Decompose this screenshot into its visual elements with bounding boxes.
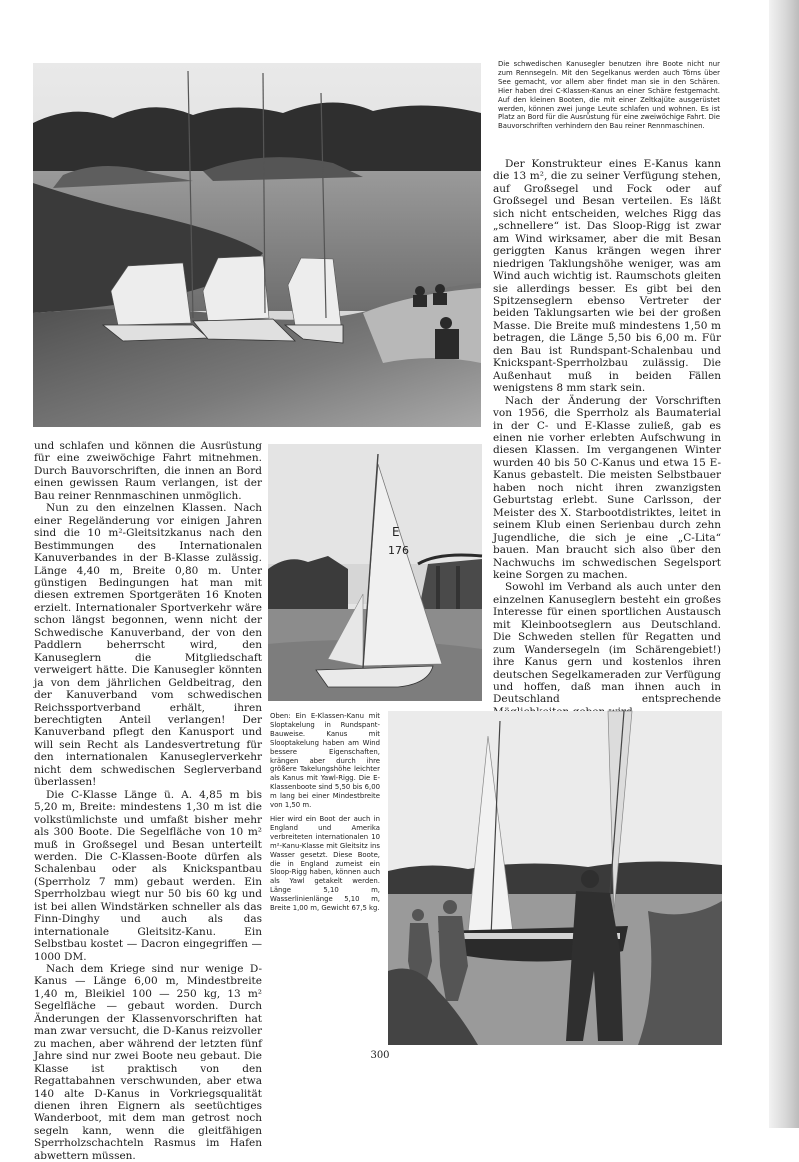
left-paragraph-2: Nun zu den einzelnen Klassen. Nach einer Regeländerung vor einigen Jahren sind die 10 m²-Gleitsitzkanus nach den Bestimmungen des Internationalen Kanuverbandes in der B-Klasse zulässig. Länge 4,40 m, Breite 0,80 m. Unter günstigen Bedingungen hat man mit diesen extremen Sportgeräten 16 Knoten erzielt. Internationaler Sportverkehr wäre schon längst begonnen, wenn nicht der Schwedische Kanuverband, der von den Paddlern beherrscht wird, den Kanuseglern die Mitgliedschaft verweigert hätte. Die Kanusegler könnten ja von dem jährlichen Geldbeitrag, den der Kanuverband vom schwedischen Reichssportverband erhält, ihren berechtigten Anteil verlangen! Der Kanuverband pflegt den Kanusport und will sein Recht als Landesvertretung für den internationalen Kanuseglerverkehr nicht dem schwedischen Seglerverband überlassen!	[34, 502, 262, 789]
caption-top	[498, 60, 720, 145]
caption-middle	[270, 712, 380, 952]
column-left	[34, 440, 262, 1162]
page-gutter-shadow	[769, 0, 799, 1128]
column-right-top	[493, 158, 721, 706]
right-paragraph-3: Sowohl im Verband als auch unter den einzelnen Kanuseglern besteht ein großes Interesse für einen sportlichen Austausch mit Kleinbootseglern aus Deutschland. Die Schweden stellen für Regatten und zum Wandersegeln (im Schärengebiet!) ihre Kanus gern und kostenlos ihren deutschen Segelkameraden zur Verfügung und hoffen, daß man ihnen auch in Deutschland entsprechende	[493, 581, 721, 706]
sail-number: 176	[388, 544, 409, 557]
right-paragraph-1: Der Konstrukteur eines E-Kanus kann die 13 m², die zu seiner Verfügung stehen, auf Großsegel und Fock oder auf Großsegel und Besan verteilen. Es läßt sich nicht entscheiden, welches Rigg das „schnellere“ ist. Das Sloop-Rigg ist zwar am Wind wirksamer, aber die mit Besan geriggten Kanus krängen wegen ihrer niedrigen Taklungshöhe weniger, was am Wind auch wichtig ist. Raumschots gleiten sie allerdings besser. Es gibt bei den Spitzenseglern ebenso Vertreter der beiden Taklungsarten wie bei der großen Masse. Die Breite muß mindestens 1,50 m betragen, die Länge 5,50 bis 6,00 m. Für den Bau ist Rundspant-Schalenbau und Knickspant-Sperrholzbau zulässig. Die Außenhaut muß in beiden Fällen wenigstens 8 mm stark sein.	[493, 158, 721, 395]
left-paragraph-4: Nach dem Kriege sind nur wenige D-Kanus — Länge 6,00 m, Mindestbreite 1,40 m, Bleikiel 100 — 250 kg, 13 m² Segelfläche — gebaut worden. Durch Änderungen der Klassenvorschriften hat man zwar versucht, die D-Kanus reizvoller zu machen, aber während der letzten fünf Jahre sind nur zwei Boote neu gebaut. Die Klasse ist praktisch von den Regattabahnen verschwunden, aber etwa 140 alte D-Kanus in Vorkriegsqualität dienen ihren Eignern als seetüchtiges Wanderboot, mit dem man getrost noch segeln kann, wenn die gleitfähigen Sperrholzschachteln Rasmus im Hafen abwettern müssen.	[34, 963, 262, 1162]
right-paragraph-2: Nach der Änderung der Vorschriften von 1956, die Sperrholz als Baumaterial in der C- und E-Klasse zuließ, gab es einen nie vorher erlebten Aufschwung in diesen Klassen. Im vergangenen Winter wurden 40 bis 50 C-Kanus und etwa 15 E-Kanus gebastelt. Die meisten Selbstbauer haben noch nicht ihren zwanzigsten Geburtstag erlebt. Sune Carlsson, der Meister des X. Starbootdistriktes, leitet in seinem Klub einen Serienbau durch zehn Jugendliche, die sich je eine „C-Lita“ bauen. Man braucht sich also über den Nachwuchs im schwedischen Segelsport keine Sorgen zu machen.	[493, 394, 721, 581]
caption-middle-text-2: Hier wird ein Boot der auch in England und Amerika verbreiteten internationalen 10 m²-Kanu-Klasse mit Gleitsitz ins Wasser gesetzt. Diese Boote, die in England zumeist ein Sloop-Rigg haben, können auch als Yawl getakelt werden. Länge 5,10 m, Wasserlinienlänge 5,10 m, Breite 1,00 m, Gewicht 67,5 kg.	[270, 814, 380, 913]
caption-middle-text-1: Oben: Ein E-Klassen-Kanu mit Sloptakelung in Rundspant-Bauweise. Kanus mit Slooptakelung haben am Wind bessere Eigenschaften, krängen aber durch ihre größere Takelungshöhe leichter als Kanus mit Yawl-Rigg. Die E-Klassenboote sind 5,50 bis 6,00 m lang bei einer Mindestbreite von 1,50 m.	[270, 712, 380, 810]
left-paragraph-3: Die C-Klasse Länge ü. A. 4,85 m bis 5,20 m, Breite: mindestens 1,30 m ist die volkstümlichste und umfaßt bisher mehr als 300 Boote. Die Segelfläche von 10 m² muß in Großsegel und Besan unterteilt werden. Die C-Klassen-Boote dürfen als Schalenbau oder als Knickspantbau (Sperrholz 7 mm) gebaut werden. Ein Sperrholzbau wiegt nur 50 bis 60 kg und ist bei allen Windstärken schneller als das Finn-Dinghy und auch als das internationale Gleitsitz-Kanu. Ein Selbstbau kostet — Dacron eingegriffen — 1000 DM.	[34, 788, 262, 963]
left-paragraph-1: und schlafen und können die Ausrüstung für eine zweiwöchige Fahrt mitnehmen. Durch Bauvorschriften, die innen an Bord einen gewissen Raum verlangen, ist der Bau reiner Rennmaschinen unmöglich.	[34, 440, 262, 502]
sail-class-letter: E	[392, 525, 400, 539]
photo-skerry-canoes	[33, 63, 481, 427]
caption-top-text: Die schwedischen Kanusegler benutzen ihre Boote nicht nur zum Rennsegeln. Mit den Segelkanus werden auch Törns über See gemacht, vor allem aber findet man sie in den Schären. Hier haben drei C-Klassen-Kanus an einer Schäre festgemacht. Auf den kleinen Booten, die mit einer Zeltkajüte ausgerüstet werden, können zwei junge Leute schlafen und wohnen. Es ist Platz an Bord für die Ausrüstung für eine zweiwöchige Fahrt. Die Bauvorschriften verhindern den Bau reiner Rennmaschinen.	[498, 60, 720, 131]
photo-e-class-canoe	[268, 444, 482, 701]
page-number: 300	[370, 1050, 390, 1061]
photo-launching-canoe	[388, 711, 722, 1045]
